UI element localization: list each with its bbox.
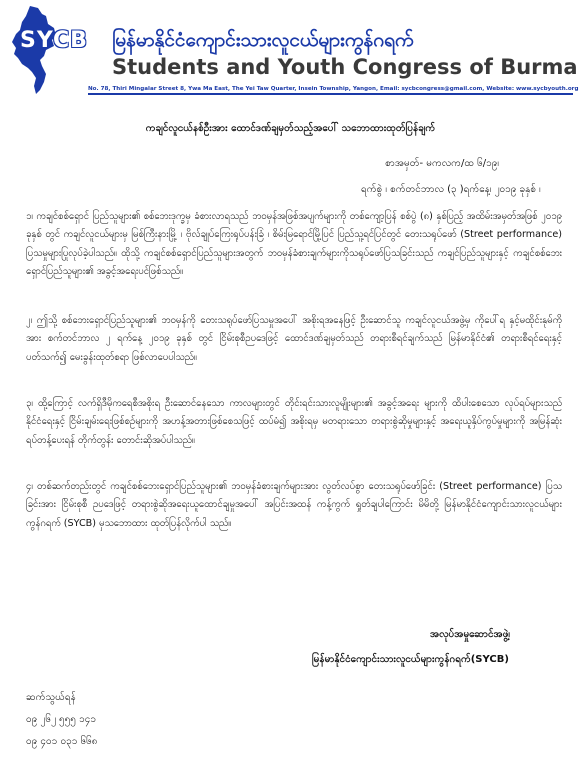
acronym-logo: SYCB: [20, 28, 88, 53]
contact-phone-2: ၀၉ ၄၀၁ ၀၃၁ ၆၆၈: [26, 736, 98, 747]
paragraph-2: ၂၊ ဤသို့ စစ်ဘေးရှောင်ပြည်သူများ၏ ဘဝမှန်ကို တေးသရုပ်ဖော်ပြသမှုအပေါ် အစိုးရအနေဖြင့် ဦးဆောင်သူ ကချင်လူငယ်အဖွဲ့မှ ကိုပေါ်ရ နှင့်မထိုင်းနုမ်ကိုအား စက်တင်ဘာလ ၂ ရက်နေ့ ၂၀၁၉ ခုနှစ် တွင် ငြိမ်းစုစီဉပဒေဖြင့် ထောင်ဒဏ်ချမှတ်သည် တရားစီရင်ချက်သည် မြန်မာနိုင်ငံ၏ တရားစီရင်ရေးနှင့်ပတ်သက်၍ မေးခွန်းထုတ်စရာ ဖြစ်လာပေပါသည်။: [26, 315, 562, 363]
signature-organization: မြန်မာနိုင်ငံကျောင်းသားလူငယ်များကွန်ဂရက်(SYCB): [312, 654, 509, 665]
paragraph-3: ၃၊ ထို့ကြောင့် လက်ရှိဒီမိုကရေစီအစိုးရ ဦးဆောင်နေသော ကာလများတွင် တိုင်းရင်းသားလူမျိုးများ၏ အခွင့်အရေး များကို ထိပါးစေသော လုပ်ရပ်များသည် နိုင်ငံရေးနှင့် ငြိမ်းချမ်းရေးဖြစ်စဉ်များကို အဟန့်အတားဖြစ်စေသဖြင့် ထပ်မံ၍ အစိုးရမှ မတရားသော တရားစွဲဆိုမှုများနှင့် အရေးယူနှိပ်ကွပ်မှုများကို အမြန်ဆုံးရပ်တန့်ပေးရန် တိုက်တွန်း တောင်းဆိုအပ်ပါသည်။: [26, 398, 562, 446]
letter-title: ကချင်လူငယ်နစ်ဦးအား ထောင်ဒဏ်ချမှတ်သည့်အပေါ် သဘောထားထုတ်ပြန်ချက်: [145, 123, 436, 134]
contact-phone-1: ၀၉ ၂၆၂ ၅၅၅ ၁၄၁: [26, 714, 96, 725]
paragraph-4: ၄၊ တစ်ဆက်တည်းတွင် ကချင်စစ်ဘေးရှောင်ပြည်သူများ၏ ဘဝမှန်ခံစားချက်များအား လွတ်လပ်စွာ တေးသရုပ်ဖော်ခြင်း (Street performance) ပြသခြင်းအား ငြိမ်းစုစီ ဉပဒေဖြင့် တရားစွဲဆိုအရေးယူထောင်ချမှုအပေါ် အပြင်းအထန် ကန့်ကွက် ရှုတ်ချပါကြောင်း မိမိတို့ မြန်မာနိုင်ငံကျောင်းသားလူငယ်များကွန်ဂရက် (SYCB) မှသဘောထား ထုတ်ပြန်လိုက်ပါ သည်။: [26, 481, 562, 529]
org-name-english: Students and Youth Congress of Burma: [112, 55, 578, 79]
letter-date: ရက်စွဲ ၊ စက်တင်ဘာလ (၃ )ရက်နေ့၊ ၂၀၁၉ ခုနှစ် ၊: [361, 184, 541, 195]
letterhead-address: No. 78, Thiri Mingalar Street 8, Ywa Ma East, The Yei Taw Quarter, Insein Township, Yangon, Email: sycbcongress@gmail.com, Website: www.sycbyouth.org: [88, 86, 579, 92]
paragraph-1: ၁၊ ကချင်စစ်ရှောင် ပြည်သူများ၏ စစ်ဘေးဒုက္ခမှ ခံစားလာရသည် ဘဝမှန်အဖြစ်အပျက်များကို တစ်ကျော့ပြန် စစ်ပွဲ (၈) နှစ်ပြည့် အထိမ်းအမှတ်အဖြစ် ၂၀၁၉ ခုနှစ် တွင် ကချင်လူငယ်များမှ မြစ်ကြီးနားမြို့ ၊ ဗိုလ်ချုပ်ကြေးရုပ်ပန်းခြံ ၊ စိမ်းမြရောင်မြို့ပြင် ပြည်သူ့ရင်ပြင်တွင် တေးသရုပ်ဖော် (Street performance) ပြသမှုများပြုလုပ်ခဲ့ပါသည်။ ထိုသို့ ကချင်စစ်ရှောင်ပြည်သူများအတွက် ဘဝမှန်ခံစားချက်များကိုသရုပ်ဖော်ပြသခြင်းသည် ကချင်ပြည်သူများနှင့် ကချင်စစ်ဘေးရှောင်ပြည်သူများ၏ အခွင့်အရေးပင်ဖြစ်သည်။: [26, 211, 562, 278]
reference-number: စာအမှတ်- မကလက/ထ ၆/၁၉၊: [385, 158, 499, 169]
letterhead: [0, 0, 581, 100]
signature-committee: အလုပ်အမှုဆောင်အဖွဲ့၊: [430, 629, 510, 640]
org-name-myanmar: မြန်မာနိုင်ငံကျောင်းသားလူငယ်များကွန်ဂရက်: [112, 29, 414, 51]
letterhead-rule: [88, 93, 573, 95]
contact-heading: ဆက်သွယ်ရန်: [26, 692, 76, 703]
